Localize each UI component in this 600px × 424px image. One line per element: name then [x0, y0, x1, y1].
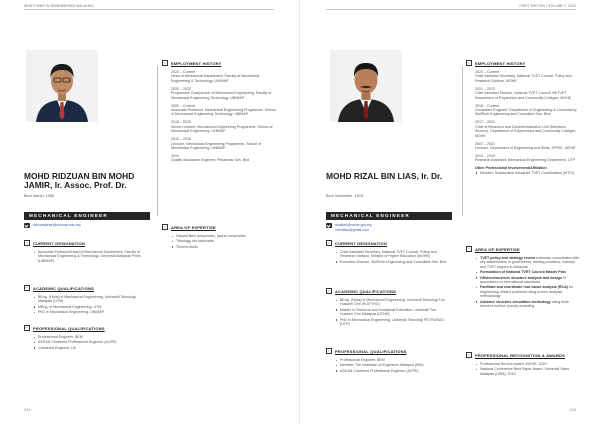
employment-entry: 2022 – Current Head of Mechanical Department, Faculty of Mechanical Engineering & Technology, UNIMAP [171, 70, 260, 83]
page-number-right: 245 [569, 407, 576, 412]
employment-entry: 2010 Quality Assurance Engineer, Pintarmas Sdn. Bhd [171, 154, 250, 163]
section-title: CURRENT DESIGNATION [335, 240, 387, 246]
list-item: BEng. (Hons) in Mechanical Engineering, Universiti Teknologi Malaysia (UTM) [33, 295, 145, 304]
role-banner-left: MECHANICAL ENGINEER [24, 212, 150, 220]
list-item: Professional Engineer, BEM [33, 335, 145, 339]
running-header-left: WHO'S WHO IN ENGINEERING MALAYSIA [24, 4, 94, 8]
list-item: Professional Service Award, MOHE, 2020 [475, 362, 579, 366]
list-item: TVET policy and strategy review extensive consultation with key stakeholders in government, training providers, industry and TVET players in Malaysia [475, 256, 579, 269]
section-body [33, 295, 145, 316]
section-employment-right [466, 60, 578, 236]
list-item: Executive Director, SkillTech Engineering and Consultant Sdn. Bhd [335, 260, 447, 264]
employment-entry: 2020 – 2022 Programme Chairperson of Mechanical Engineering, Faculty of Mechanical Engineering Technology, UNIMAP [171, 86, 272, 100]
section-body [33, 250, 145, 264]
employment-entry: 2007 – 2021 Lecturer, Department of Engineering and Skills, JPPKK, MOHE [475, 141, 576, 151]
list-item: ASEAN Chartered Professional Engineer (ACPE) [33, 340, 145, 344]
section-employment-left [162, 60, 280, 220]
list-item: Professional Engineer, BEM [335, 358, 447, 362]
employment-entry: 2017 – 2021 Chief of Research and Commercialization Unit (Members Section), Department of Polytechnics and Community Colleges, MOHE [475, 120, 577, 138]
employment-entry: 2022 – Current Chief Assistant Secretary, National TVET Council, Policy and Research Division, MOHE [475, 70, 572, 83]
person-name-right: MOHD RIZAL BIN LIAS, Ir. Dr. [326, 171, 443, 181]
section-body [475, 70, 579, 176]
section-current-designation-left [24, 240, 148, 280]
section-title: AREA OF EXPERTISE [475, 246, 520, 252]
section-body [335, 358, 447, 374]
list-item: Tribology, bio-lubricants [171, 239, 279, 243]
list-item: Chartered Engineer, UK [33, 346, 145, 350]
section-body [475, 362, 579, 377]
section-body [171, 234, 279, 250]
list-item: Member, Sustainable Industries TVET Coordinators (MTCI) [475, 171, 579, 175]
section-professional-left [24, 325, 148, 361]
section-academic-left [24, 285, 148, 321]
section-awards-right [466, 352, 578, 382]
section-body [335, 298, 447, 327]
list-item: Member, The Institution of Engineers Malaysia (IEM) [335, 363, 447, 367]
square-bullet-icon: › [24, 240, 30, 246]
birth-date-right: Born November, 1978 [326, 194, 363, 198]
employment-entry: 2018 – Current Consultant Engineer, Department of Engineering & Consultancy, SkillTech Engineering and Consultant Sdn. Bhd [475, 103, 578, 117]
square-bullet-icon: › [466, 246, 472, 252]
page-number-left: 244 [24, 407, 31, 412]
running-header-right: FIRST EDITION | VOLUME 1, 2022 [519, 4, 576, 8]
square-bullet-icon: › [466, 352, 472, 358]
list-item: Natural fibre composites, hybrid composites [171, 234, 279, 238]
employment-entry: 2010 – 2016 Lecturer, Mechanical Engineering Programme, School of Mechanical Engineering, UNIMAP [171, 137, 262, 151]
role-banner-right: MECHANICAL ENGINEER [326, 212, 452, 220]
section-academic-right [326, 288, 450, 336]
email-link-left[interactable]: ridzuanjamir@unimap.edu.my [33, 223, 81, 227]
square-bullet-icon: › [24, 325, 30, 331]
list-item: Offshore/onshore structure analysis and design in accordance to international standards [475, 276, 579, 285]
list-item: PhD in Mechanical Engineering, Universiti Teknologi PETRONAS (UTP) [335, 318, 447, 327]
employment-entry: 2016 – 2020 Senior Lecturer, Mechanical Engineering Programme, School of Mechanical Engineering, UNIMAP [171, 120, 273, 134]
section-expertise-right [466, 246, 578, 350]
email-icon [326, 223, 332, 228]
employment-entry: 2010 – 2015 Research Assistant, Mechanical Engineering Department, UTP [475, 154, 576, 163]
square-bullet-icon: › [326, 288, 332, 294]
section-expertise-left [162, 224, 280, 254]
column-divider [157, 66, 158, 216]
list-item: Formulation of National TVET Council Master Plan [475, 270, 579, 274]
section-title: CURRENT DESIGNATION [33, 240, 85, 246]
list-item: Chief Assistant Secretary, National TVET Council, Policy and Research Division, Ministry of Higher Education (MOHE) [335, 250, 447, 259]
list-item: Master in Technical and Vocational Education, Universiti Tun Hussein Onn Malaysia (UTHM) [335, 308, 447, 317]
list-item: PhD in Mechanical Engineering, UNIMAP [33, 310, 145, 314]
employment-entry: 2020 – Current Associate Professor, Mechanical Engineering Programme, School of Mechanical Engineering Technology, UNIMAP [171, 103, 276, 117]
email-link-right[interactable]: rizallias@mohe.gov.my mrliallias@gmail.com [335, 223, 372, 232]
section-title: ACADEMIC QUALIFICATIONS [33, 285, 94, 291]
header-rule [24, 9, 274, 10]
section-current-designation-right [326, 240, 450, 280]
person-name-left: MOHD RIDZUAN BIN MOHD JAMIR, Ir. Assoc. Prof. Dr. [24, 171, 135, 191]
list-item: Advance structure simulation technology using finite element method (mesh) modelling [475, 300, 579, 309]
section-title: PROFESSIONAL QUALIFICATIONS [335, 348, 407, 354]
square-bullet-icon: › [162, 60, 168, 66]
section-title: EMPLOYMENT HISTORY [171, 60, 222, 66]
portrait-photo-rizal [330, 50, 402, 122]
section-title: PROFESSIONAL QUALIFICATIONS [33, 325, 105, 331]
employment-entry: 2021 – 2022 Chief Assistant Director, National TVET Council, BKTVET, Department of Polytechnic and Community Colleges, MOHE [475, 86, 572, 100]
square-bullet-icon: › [162, 224, 168, 230]
section-title: EMPLOYMENT HISTORY [475, 60, 526, 66]
header-rule [326, 9, 576, 10]
section-title: PROFESSIONAL RECOGNITION & AWARDS [475, 352, 565, 358]
list-item: Thermo fluids [171, 245, 279, 249]
other-involvement-heading: Other Professional Involvement/Affiliation [475, 166, 547, 171]
list-item: Associate Professor/Head of Mechanical Department, Faculty of Mechanical Engineering & Technology, Universiti Malaysia Perlis (UNIMAP) [33, 250, 145, 263]
right-page [300, 0, 600, 424]
list-item: MEng. in Mechanical Engineering, UTM [33, 305, 145, 309]
list-item: Facilitate and coordinate root cause analysis (RCA) for engineering related problems using proven analysis methodology [475, 285, 579, 298]
email-icon [24, 223, 30, 228]
list-item: National Conference Best Paper Award, Universiti Sains Malaysia (USM), 2010 [475, 367, 579, 376]
section-body [33, 335, 145, 351]
birth-date-left: Born March, 1985 [24, 194, 55, 198]
column-divider [462, 66, 463, 216]
section-professional-right [326, 348, 450, 388]
section-title: AREA OF EXPERTISE [171, 224, 216, 230]
square-bullet-icon: › [24, 285, 30, 291]
section-body [171, 70, 279, 166]
section-body [475, 256, 579, 309]
portrait-photo-ridzuan [26, 50, 98, 122]
section-body [335, 250, 447, 265]
square-bullet-icon: › [466, 60, 472, 66]
list-item: ASEAN Chartered Professional Engineer (ACPE) [335, 369, 447, 373]
list-item: BEng. (Hons) in Mechanical Engineering, Universiti Teknologi Tun Hussein Onn (KUiTTHO) [335, 298, 447, 307]
square-bullet-icon: › [326, 240, 332, 246]
square-bullet-icon: › [326, 348, 332, 354]
section-title: ACADEMIC QUALIFICATIONS [335, 288, 396, 294]
